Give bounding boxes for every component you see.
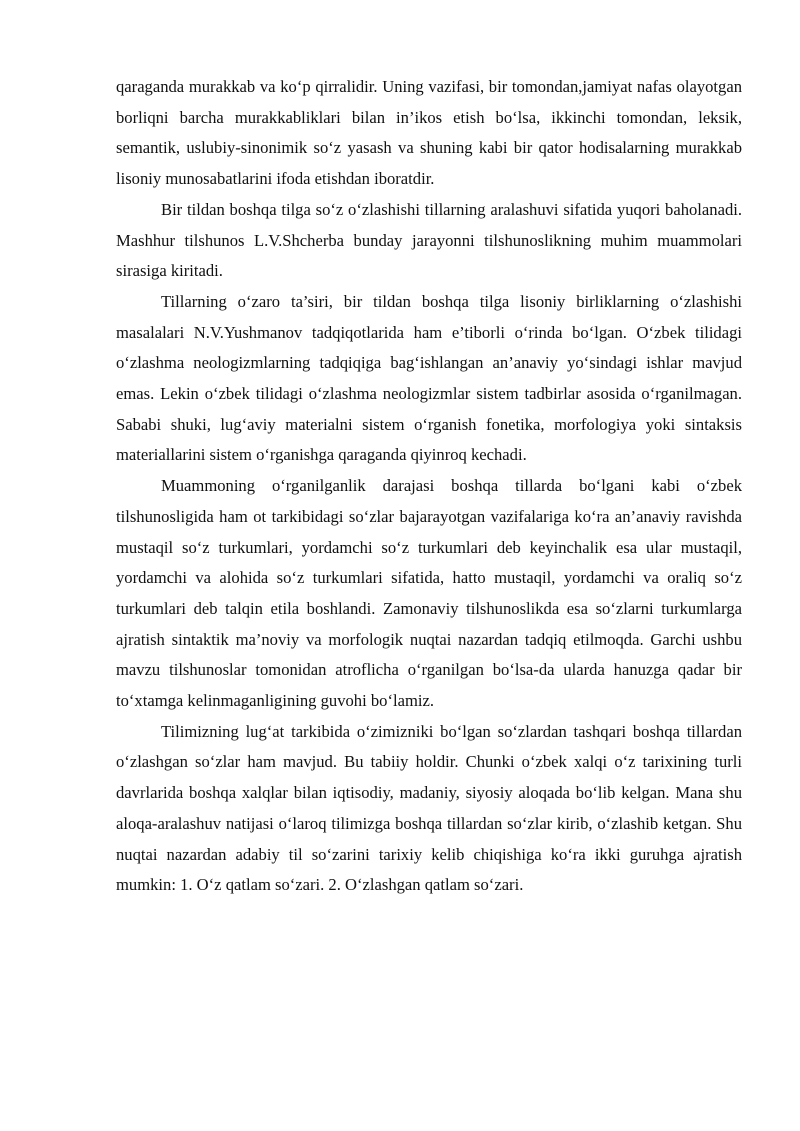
paragraph-4: Muammoning o‘rganilganlik darajasi boshqa tillarda bo‘lgani kabi o‘zbek tilshunosligida ham ot tarkibidagi so‘zlar bajarayotgan vazifalariga ko‘ra an’anaviy ravishda mustaqil so‘z turkumlari, yordamchi so‘z turkumlari deb keyinchalik esa ular mustaqil, yordamchi va alohida so‘z turkumlari sifatida, hatto mustaqil, yordamchi va oraliq so‘z turkumlari deb talqin etila boshlandi. Zamonaviy tilshunoslikda esa so‘zlarni turkumlarga ajratish sintaktik ma’noviy va morfologik nuqtai nazardan tadqiq etilmoqda. Garchi ushbu mavzu tilshunoslar tomonidan atroflicha o‘rganilgan bo‘lsa-da ularda hanuzga qadar bir to‘xtamga kelinmaganligining guvohi bo‘lamiz.: [116, 476, 742, 711]
paragraph-3: Tillarning o‘zaro ta’siri, bir tildan boshqa tilga lisoniy birliklarning o‘zlashishi masalalari N.V.Yushmanov tadqiqotlarida ham e’tiborli o‘rinda bo‘lgan. O‘zbek tilidagi o‘zlashma neologizmlarning tadqiqiga bag‘ishlangan an’anaviy yo‘sindagi ishlar mavjud emas. Lekin o‘zbek tilidagi o‘zlashma neologizmlar sistem tadbirlar asosida o‘rganilmagan. Sababi shuki, lug‘aviy materialni sistem o‘rganish fonetika, morfologiya yoki sintaksis materiallarini sistem o‘rganishga qaraganda qiyinroq kechadi.: [116, 291, 742, 465]
paragraph-2: Bir tildan boshqa tilga so‘z o‘zlashishi tillarning aralashuvi sifatida yuqori baholanadi. Mashhur tilshunos L.V.Shcherba bunday jarayonni tilshunoslikning muhim muammolari sirasiga kiritadi.: [116, 199, 742, 281]
document-page: [116, 72, 742, 901]
paragraph-5: Tilimizning lug‘at tarkibida o‘zimizniki bo‘lgan so‘zlardan tashqari boshqa tillardan o‘zlashgan so‘zlar ham mavjud. Bu tabiiy holdir. Chunki o‘zbek xalqi o‘z tarixining turli davrlarida boshqa xalqlar bilan iqtisodiy, madaniy, siyosiy aloqada bo‘lib kelgan. Mana shu aloqa-aralashuv natijasi o‘laroq tilimizga boshqa tillardan so‘zlar kirib, o‘zlashib ketgan. Shu nuqtai nazardan adabiy til so‘zarini tarixiy kelib chiqishiga ko‘ra ikki guruhga ajratish mumkin: 1. O‘z qatlam so‘zari. 2. O‘zlashgan qatlam so‘zari.: [116, 721, 742, 895]
paragraph-1: qaraganda murakkab va ko‘p qirralidir. Uning vazifasi, bir tomondan,jamiyat nafas olayotgan borliqni barcha murakkabliklari bilan in’ikos etish bo‘lsa, ikkinchi tomondan, leksik, semantik, uslubiy-sinonimik so‘z yasash va shuning kabi bir qator hodisalarning murakkab lisoniy munosabatlarini ifoda etishdan iboratdir.: [116, 77, 742, 189]
